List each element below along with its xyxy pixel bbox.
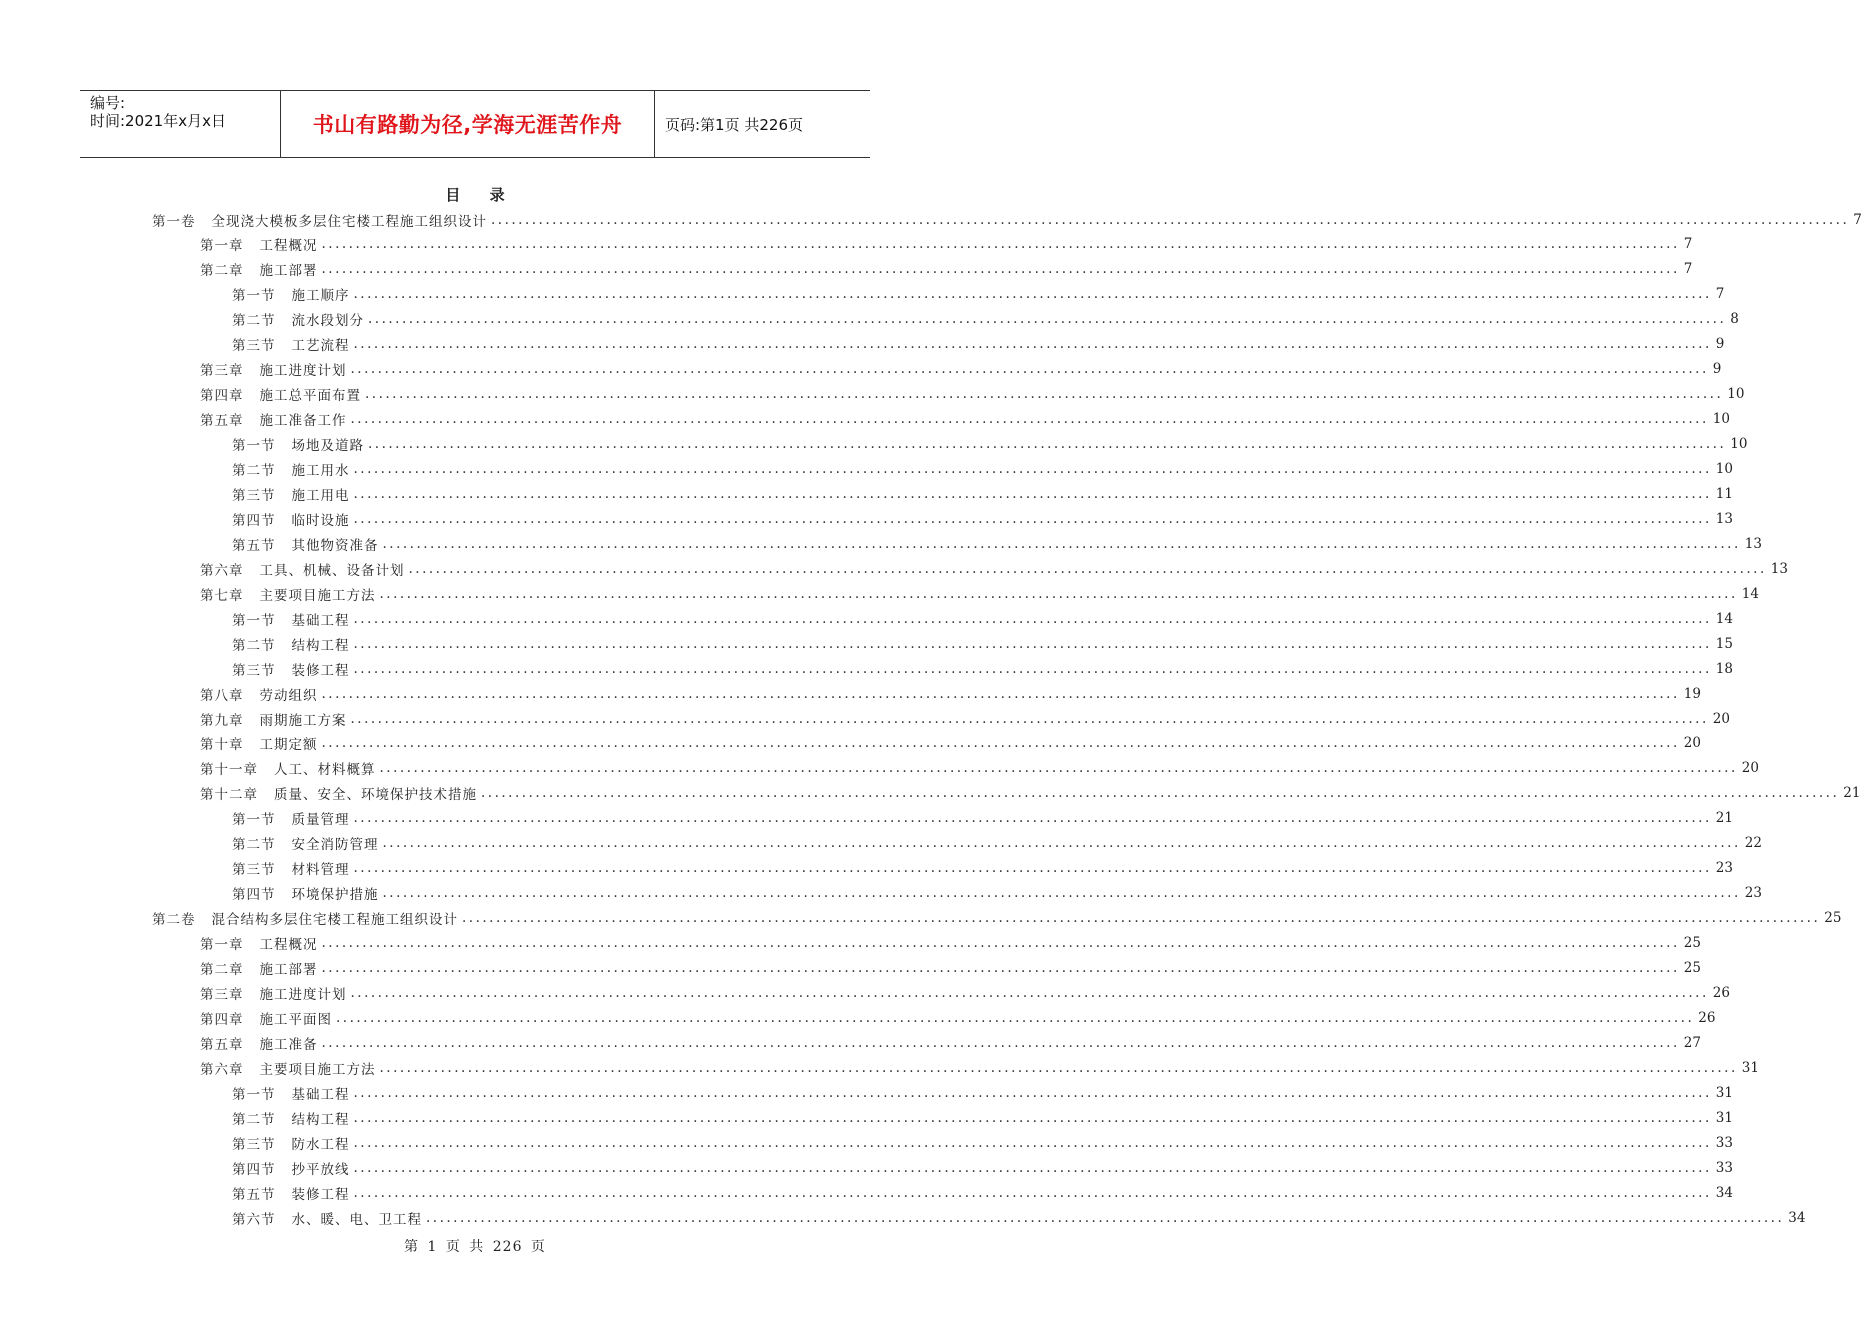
- toc-entry-title: 人工、材料概算: [274, 762, 376, 779]
- toc-entry-label: 第一章: [200, 238, 244, 255]
- toc-leader-dots: ........................................................................................................................................................................................................: [350, 984, 1709, 1001]
- toc-entry-page: 10: [1727, 386, 1745, 403]
- toc-leader-dots: ........................................................................................................................................................................................................: [321, 935, 1680, 952]
- toc-entry[interactable]: [232, 432, 1748, 457]
- toc-entry-page: 26: [1712, 984, 1730, 1001]
- toc-entry-title: 装修工程: [291, 662, 350, 679]
- toc-entry-label: 第三节: [232, 662, 276, 679]
- toc-leader-dots: ........................................................................................................................................................................................................: [382, 885, 1741, 902]
- toc-entry-label: 第六章: [200, 562, 244, 579]
- toc-entry-page: 7: [1683, 261, 1693, 278]
- toc-entry[interactable]: [232, 481, 1733, 506]
- toc-leader-dots: ........................................................................................................................................................................................................: [353, 485, 1712, 502]
- toc-entry-title: 质量、安全、环境保护技术措施: [274, 787, 477, 804]
- toc-entry-label: 第五章: [200, 413, 244, 430]
- toc-entry-page: 26: [1698, 1009, 1716, 1026]
- toc-leader-dots: ........................................................................................................................................................................................................: [353, 1109, 1712, 1126]
- toc-entry-page: 9: [1715, 336, 1725, 353]
- toc-entry-label: 第三节: [232, 1136, 276, 1153]
- toc-entry[interactable]: [200, 756, 1759, 781]
- toc-entry[interactable]: [232, 506, 1733, 531]
- toc-entry-title: 雨期施工方案: [259, 712, 347, 729]
- toc-entry-page: 20: [1683, 735, 1701, 752]
- toc-leader-dots: ........................................................................................................................................................................................................: [353, 660, 1712, 677]
- toc-entry-label: 第三章: [200, 986, 244, 1003]
- toc-entry-label: 第一节: [232, 812, 276, 829]
- toc-entry[interactable]: [200, 407, 1730, 432]
- toc-entry-label: 第四章: [200, 1011, 244, 1028]
- toc-entry-title: 施工进度计划: [259, 986, 347, 1003]
- toc-entry-page: 7: [1715, 286, 1725, 303]
- toc-entry[interactable]: [232, 1105, 1733, 1130]
- toc-entry-label: 第七章: [200, 587, 244, 604]
- toc-leader-dots: ........................................................................................................................................................................................................: [353, 461, 1712, 477]
- toc-leader-dots: ........................................................................................................................................................................................................: [481, 785, 1840, 802]
- toc-entry[interactable]: [200, 781, 1861, 806]
- toc-entry-page: 21: [1843, 785, 1861, 802]
- toc-entry-title: 施工准备: [259, 1036, 318, 1053]
- toc-entry-page: 34: [1788, 1209, 1806, 1226]
- toc-leader-dots: ........................................................................................................................................................................................................: [426, 1209, 1785, 1226]
- toc-entry-page: 21: [1715, 810, 1733, 827]
- toc-entry-page: 9: [1712, 361, 1722, 378]
- toc-entry-title: 水、暖、电、卫工程: [291, 1211, 422, 1228]
- toc-entry-page: 13: [1744, 535, 1762, 552]
- toc-entry-title: 施工部署: [259, 962, 318, 978]
- header-page-info: 页码:第1页 共226页: [665, 115, 803, 134]
- toc-entry-title: 劳动组织: [259, 687, 318, 704]
- toc-entry-label: 第四节: [232, 887, 276, 904]
- toc-entry-title: 基础工程: [291, 612, 350, 629]
- toc-entry-page: 20: [1712, 710, 1730, 727]
- toc-entry-page: 15: [1715, 635, 1733, 652]
- toc-entry-title: 工程概况: [259, 937, 318, 954]
- toc-leader-dots: ........................................................................................................................................................................................................: [353, 336, 1712, 353]
- toc-leader-dots: ........................................................................................................................................................................................................: [368, 311, 1727, 328]
- toc-leader-dots: ........................................................................................................................................................................................................: [382, 835, 1741, 852]
- toc-entry-label: 第三节: [232, 487, 276, 504]
- toc-entry-label: 第十一章: [200, 762, 258, 779]
- document-time: 时间:2021年x月x日: [90, 112, 226, 130]
- toc-entry-title: 工程概况: [259, 238, 318, 255]
- toc-entry-label: 第一节: [232, 438, 276, 455]
- toc-entry[interactable]: [232, 1180, 1733, 1205]
- toc-entry-page: 25: [1683, 960, 1701, 976]
- toc-entry-label: 第四节: [232, 1161, 276, 1178]
- toc-leader-dots: ........................................................................................................................................................................................................: [353, 860, 1712, 877]
- header-motto: 书山有路勤为径,学海无涯苦作舟: [281, 91, 655, 157]
- toc-entry-label: 第一节: [232, 288, 276, 305]
- toc-entry-label: 第三节: [232, 338, 276, 355]
- toc-entry-label: 第三节: [232, 862, 276, 879]
- toc-entry-title: 施工部署: [259, 263, 318, 280]
- toc-entry-label: 第二章: [200, 962, 244, 978]
- toc-entry-label: 第四节: [232, 512, 276, 529]
- toc-leader-dots: ........................................................................................................................................................................................................: [368, 436, 1727, 453]
- toc-entry-title: 主要项目施工方法: [259, 587, 376, 604]
- toc-leader-dots: ........................................................................................................................................................................................................: [350, 361, 1709, 378]
- toc-entry-page: 34: [1715, 1184, 1733, 1201]
- toc-entry-label: 第三章: [200, 363, 244, 380]
- toc-entry-label: 第四章: [200, 388, 244, 405]
- toc-entry-page: 33: [1715, 1134, 1733, 1151]
- toc-entry-label: 第五章: [200, 1036, 244, 1053]
- toc-entry-title: 结构工程: [291, 637, 350, 654]
- toc-entry-label: 第六章: [200, 1061, 244, 1078]
- toc-entry[interactable]: [200, 980, 1730, 1005]
- toc-entry-label: 第六节: [232, 1211, 276, 1228]
- toc-entry-title: 全现浇大模板多层住宅楼工程施工组织设计: [211, 213, 487, 230]
- toc-entry[interactable]: [232, 307, 1739, 332]
- toc-entry-title: 施工平面图: [259, 1011, 332, 1028]
- toc-entry[interactable]: [200, 232, 1693, 257]
- toc-entry-label: 第五节: [232, 537, 276, 554]
- toc-entry-title: 其他物资准备: [291, 537, 379, 554]
- toc-leader-dots: ........................................................................................................................................................................................................: [353, 1159, 1712, 1176]
- toc-entry-page: 25: [1683, 935, 1701, 952]
- toc-leader-dots: ........................................................................................................................................................................................................: [350, 411, 1709, 428]
- toc-leader-dots: ........................................................................................................................................................................................................: [353, 810, 1712, 827]
- page-header: [80, 90, 870, 158]
- toc-entry[interactable]: [232, 1205, 1806, 1230]
- toc-entry-page: 13: [1715, 510, 1733, 527]
- toc-entry-title: 基础工程: [291, 1086, 350, 1103]
- toc-entry-title: 抄平放线: [291, 1161, 350, 1178]
- toc-entry-label: 第十章: [200, 737, 244, 754]
- toc-entry[interactable]: [232, 631, 1733, 656]
- toc-leader-dots: ........................................................................................................................................................................................................: [321, 1034, 1680, 1051]
- toc-entry-title: 混合结构多层住宅楼工程施工组织设计: [211, 912, 458, 929]
- toc-entry-label: 第二章: [200, 263, 244, 280]
- toc-leader-dots: ........................................................................................................................................................................................................: [353, 610, 1712, 627]
- toc-leader-dots: ........................................................................................................................................................................................................: [353, 635, 1712, 652]
- toc-leader-dots: ........................................................................................................................................................................................................: [382, 535, 1741, 552]
- toc-leader-dots: ........................................................................................................................................................................................................: [491, 211, 1850, 228]
- toc-entry[interactable]: [152, 906, 1842, 931]
- toc-leader-dots: ........................................................................................................................................................................................................: [379, 760, 1738, 777]
- toc-entry-title: 工具、机械、设备计划: [259, 562, 405, 579]
- toc-entry-page: 13: [1770, 560, 1788, 577]
- toc-entry-label: 第一卷: [152, 213, 196, 230]
- toc-entry-page: 10: [1730, 436, 1748, 453]
- toc-entry-page: 27: [1683, 1034, 1701, 1051]
- toc-entry-page: 31: [1715, 1084, 1733, 1101]
- toc-entry[interactable]: [232, 1080, 1733, 1105]
- toc-entry[interactable]: [200, 681, 1701, 706]
- toc-entry-page: 33: [1715, 1159, 1733, 1176]
- toc-entry-title: 环境保护措施: [291, 887, 379, 904]
- toc-title: 目 录: [445, 186, 517, 204]
- toc-entry[interactable]: [232, 806, 1733, 831]
- toc-leader-dots: ........................................................................................................................................................................................................: [321, 735, 1680, 752]
- toc-entry-title: 主要项目施工方法: [259, 1061, 376, 1078]
- toc-leader-dots: ........................................................................................................................................................................................................: [321, 261, 1680, 278]
- toc-entry-title: 流水段划分: [291, 313, 364, 330]
- toc-entry-title: 施工顺序: [291, 288, 350, 305]
- toc-entry-page: 14: [1715, 610, 1733, 627]
- header-meta: [80, 91, 281, 157]
- toc-entry[interactable]: [200, 1030, 1701, 1055]
- toc-entry[interactable]: [200, 931, 1701, 956]
- toc-entry[interactable]: [200, 731, 1701, 756]
- toc-entry-page: 25: [1824, 910, 1842, 927]
- document-number-label: 编号:: [90, 94, 126, 112]
- toc-entry[interactable]: [232, 831, 1762, 856]
- toc-entry-label: 第二节: [232, 637, 276, 654]
- toc-entry[interactable]: [200, 1005, 1716, 1030]
- toc-entry-label: 第一节: [232, 612, 276, 629]
- toc-entry-title: 装修工程: [291, 1186, 350, 1203]
- page-footer: 第 1 页 共 226 页: [404, 1239, 546, 1255]
- toc-entry-page: 8: [1730, 311, 1739, 328]
- toc-entry[interactable]: [200, 382, 1745, 407]
- toc-entry-label: 第二节: [232, 463, 276, 479]
- toc-entry-page: 31: [1741, 1059, 1759, 1076]
- toc-entry-title: 临时设施: [291, 512, 350, 529]
- toc-entry[interactable]: [200, 956, 1701, 981]
- toc-leader-dots: ........................................................................................................................................................................................................: [321, 685, 1680, 702]
- toc-leader-dots: ........................................................................................................................................................................................................: [321, 236, 1680, 253]
- toc-leader-dots: ........................................................................................................................................................................................................: [353, 1184, 1712, 1201]
- toc-entry-title: 质量管理: [291, 812, 350, 829]
- toc-entry[interactable]: [200, 1055, 1759, 1080]
- toc-entry[interactable]: [232, 606, 1733, 631]
- toc-entry-title: 工艺流程: [291, 338, 350, 355]
- toc-entry-label: 第一节: [232, 1086, 276, 1103]
- toc-entry-label: 第五节: [232, 1186, 276, 1203]
- toc-entry[interactable]: [232, 856, 1733, 881]
- toc-entry-page: 23: [1715, 860, 1733, 877]
- toc-leader-dots: ........................................................................................................................................................................................................: [350, 710, 1709, 727]
- toc-entry-title: 工期定额: [259, 737, 318, 754]
- toc-entry-page: 7: [1683, 236, 1693, 253]
- toc-entry[interactable]: [152, 207, 1862, 232]
- toc-entry-page: 23: [1744, 885, 1762, 902]
- toc-entry-page: 18: [1715, 660, 1733, 677]
- toc-leader-dots: ........................................................................................................................................................................................................: [462, 910, 1821, 927]
- toc-entry-label: 第二节: [232, 837, 276, 854]
- toc-entry[interactable]: [232, 1130, 1733, 1155]
- toc-leader-dots: ........................................................................................................................................................................................................: [353, 510, 1712, 527]
- toc-entry-page: 31: [1715, 1109, 1733, 1126]
- toc-entry-label: 第一章: [200, 937, 244, 954]
- toc-entry-title: 结构工程: [291, 1111, 350, 1128]
- toc-leader-dots: ........................................................................................................................................................................................................: [379, 1059, 1738, 1076]
- toc-entry-title: 施工用水: [291, 463, 350, 479]
- toc-entry[interactable]: [232, 282, 1725, 307]
- toc-entry-label: 第二节: [232, 1111, 276, 1128]
- toc-entry[interactable]: [232, 881, 1762, 906]
- toc-entry[interactable]: [200, 357, 1722, 382]
- toc-leader-dots: ........................................................................................................................................................................................................: [379, 585, 1738, 602]
- toc-entry-page: 14: [1741, 585, 1759, 602]
- toc-entry-label: 第二节: [232, 313, 276, 330]
- toc-leader-dots: ........................................................................................................................................................................................................: [321, 960, 1680, 976]
- toc-entry-title: 材料管理: [291, 862, 350, 879]
- toc-entry-page: 22: [1744, 835, 1762, 852]
- toc-entry-page: 11: [1715, 485, 1733, 502]
- toc-entry-label: 第八章: [200, 687, 244, 704]
- toc-entry-label: 第九章: [200, 712, 244, 729]
- toc-leader-dots: ........................................................................................................................................................................................................: [353, 1134, 1712, 1151]
- toc-entry-page: 19: [1683, 685, 1701, 702]
- toc-entry-label: 第十二章: [200, 787, 258, 804]
- toc-entry-title: 防水工程: [291, 1136, 350, 1153]
- toc-entry[interactable]: [232, 531, 1762, 556]
- toc-entry-page: 10: [1715, 461, 1733, 477]
- toc-entry-title: 施工准备工作: [259, 413, 347, 430]
- toc-entry[interactable]: [200, 706, 1730, 731]
- toc-leader-dots: ........................................................................................................................................................................................................: [408, 560, 1767, 577]
- toc-entry-title: 场地及道路: [291, 438, 364, 455]
- toc-entry-page: 10: [1712, 411, 1730, 428]
- toc-entry-title: 施工用电: [291, 487, 350, 504]
- toc-entry[interactable]: [232, 457, 1733, 482]
- toc-leader-dots: ........................................................................................................................................................................................................: [365, 386, 1724, 403]
- toc-entry-label: 第二卷: [152, 912, 196, 929]
- toc-entry-page: 20: [1741, 760, 1759, 777]
- toc-entry-title: 安全消防管理: [291, 837, 379, 854]
- toc-leader-dots: ........................................................................................................................................................................................................: [336, 1009, 1695, 1026]
- toc-entry[interactable]: [200, 556, 1788, 581]
- toc-entry[interactable]: [232, 332, 1725, 357]
- toc-entry-title: 施工总平面布置: [259, 388, 361, 405]
- toc-leader-dots: ........................................................................................................................................................................................................: [353, 1084, 1712, 1101]
- toc-entry[interactable]: [200, 581, 1759, 606]
- toc-entry-title: 施工进度计划: [259, 363, 347, 380]
- toc-entry-page: 7: [1853, 211, 1862, 228]
- toc-entry[interactable]: [232, 656, 1733, 681]
- toc-leader-dots: ........................................................................................................................................................................................................: [353, 286, 1712, 303]
- toc-entry[interactable]: [200, 257, 1693, 282]
- toc-entry[interactable]: [232, 1155, 1733, 1180]
